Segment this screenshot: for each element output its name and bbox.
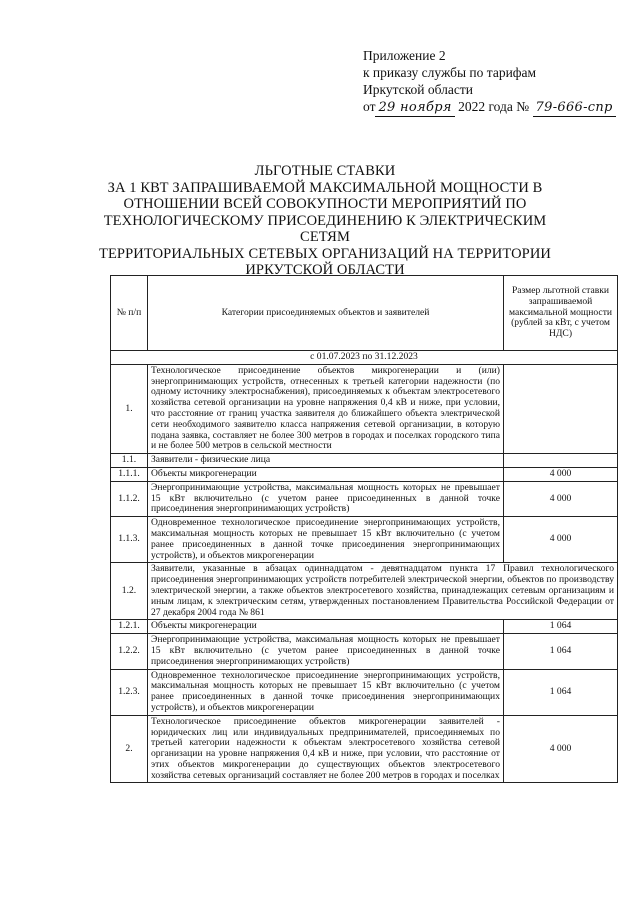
row-num: 2. bbox=[111, 715, 148, 783]
appendix-date-line bbox=[363, 98, 623, 117]
title-line-4: ТЕХНОЛОГИЧЕСКОМУ ПРИСОЕДИНЕНИЮ К ЭЛЕКТРИЧЕСКИМ СЕТЯМ bbox=[103, 212, 547, 245]
table-row bbox=[111, 364, 618, 453]
row-value: 1 064 bbox=[504, 669, 618, 715]
row-value: 1 064 bbox=[504, 634, 618, 669]
row-text: Одновременное технологическое присоединение энергопринимающих устройств, максимальная мощность которых не превышает 15 кВт включительно (с учетом ранее присоединенных в данной точке присоединения энергопринимающих устройств), и объектов микрогенерации bbox=[148, 517, 504, 563]
period-row bbox=[111, 351, 618, 365]
appendix-line-2: к приказу службы по тарифам bbox=[363, 65, 537, 80]
title-line-3: ОТНОШЕНИИ ВСЕЙ СОВОКУПНОСТИ МЕРОПРИЯТИЙ ПО bbox=[123, 196, 527, 212]
row-value bbox=[504, 364, 618, 453]
handwritten-date: 29 ноября bbox=[375, 99, 454, 117]
row-num: 1.1. bbox=[111, 454, 148, 468]
header-category: Категории присоединяемых объектов и заявителей bbox=[148, 276, 504, 351]
title-line-5: ТЕРРИТОРИАЛЬНЫХ СЕТЕВЫХ ОРГАНИЗАЦИЙ НА ТЕРРИТОРИИ bbox=[99, 245, 551, 262]
appendix-line-3: Иркутской области bbox=[363, 82, 474, 97]
row-text: Заявители, указанные в абзацах одиннадцатом - девятнадцатом пункта 17 Правил технологического присоединения энергопринимающих устройств потребителей электрической энергии, объектов по производству электрической энергии, а также объектов электросетевого хозяйства, принадлежащих сетевым организациям и иным лицам, к электрическим сетям, утвержденных постановлением Правительства Российской Федерации от 27 декабря 2004 года № 861 bbox=[148, 563, 618, 620]
row-text: Технологическое присоединение объектов микрогенерации заявителей - юридических лиц или индивидуальных предпринимателей, присоединяемых по третьей категории надежности к объектам электросетевого хозяйства сетевой организации на уровне напряжения 0,4 кВ и ниже, при условии, что расстояние от этих объектов микрогенерации до существующих объектов электросетевого хозяйства сетевых организаций составляет не более 200 метров в городах и поселках bbox=[148, 715, 504, 783]
title-line-2: ЗА 1 КВТ ЗАПРАШИВАЕМОЙ МАКСИМАЛЬНОЙ МОЩНОСТИ В bbox=[107, 179, 543, 196]
header-num: № п/п bbox=[111, 276, 148, 351]
row-value: 4 000 bbox=[504, 481, 618, 516]
row-text: Одновременное технологическое присоединение энергопринимающих устройств, максимальная мощность которых не превышает 15 кВт включительно (с учетом ранее присоединенных в данной точке присоединения энергопринимающих устройств), и объектов микрогенерации bbox=[148, 669, 504, 715]
row-value bbox=[504, 454, 618, 468]
rates-table bbox=[110, 275, 618, 783]
document-title bbox=[95, 163, 555, 279]
row-value: 4 000 bbox=[504, 467, 618, 481]
row-num: 1.2.1. bbox=[111, 620, 148, 634]
table-row bbox=[111, 620, 618, 634]
row-num: 1. bbox=[111, 364, 148, 453]
row-num: 1.2.2. bbox=[111, 634, 148, 669]
title-line-6: ИРКУТСКОЙ ОБЛАСТИ bbox=[245, 262, 405, 278]
table-header-row bbox=[111, 276, 618, 351]
table-row bbox=[111, 715, 618, 783]
row-text: Объекты микрогенерации bbox=[148, 467, 504, 481]
row-text: Заявители - физические лица bbox=[148, 454, 504, 468]
year-text: 2022 года № bbox=[458, 99, 530, 114]
table-row bbox=[111, 517, 618, 563]
header-rate: Размер льготной ставки запрашиваемой максимальной мощности (рублей за кВт, с учетом НДС) bbox=[504, 276, 618, 351]
row-num: 1.1.1. bbox=[111, 467, 148, 481]
period-cell: с 01.07.2023 по 31.12.2023 bbox=[111, 351, 618, 365]
title-line-1: ЛЬГОТНЫЕ СТАВКИ bbox=[254, 163, 396, 179]
row-num: 1.1.3. bbox=[111, 517, 148, 563]
handwritten-order-number: 79-666-спр bbox=[533, 99, 616, 117]
row-text: Энергопринимающие устройства, максимальная мощность которых не превышает 15 кВт включительно (с учетом ранее присоединенных в данной точке присоединения энергопринимающих устройств) bbox=[148, 481, 504, 516]
table-row bbox=[111, 634, 618, 669]
row-num: 1.1.2. bbox=[111, 481, 148, 516]
table-row bbox=[111, 563, 618, 620]
date-prefix: от bbox=[363, 99, 376, 114]
row-num: 1.2.3. bbox=[111, 669, 148, 715]
row-value: 4 000 bbox=[504, 715, 618, 783]
appendix-line-1: Приложение 2 bbox=[363, 48, 446, 63]
row-text: Объекты микрогенерации bbox=[148, 620, 504, 634]
table-row bbox=[111, 481, 618, 516]
row-value: 1 064 bbox=[504, 620, 618, 634]
row-text: Энергопринимающие устройства, максимальная мощность которых не превышает 15 кВт включительно (с учетом ранее присоединенных в данной точке присоединения энергопринимающих устройств) bbox=[148, 634, 504, 669]
table-row bbox=[111, 467, 618, 481]
table-row bbox=[111, 454, 618, 468]
row-value: 4 000 bbox=[504, 517, 618, 563]
table-row bbox=[111, 669, 618, 715]
appendix-block bbox=[363, 47, 623, 117]
row-text: Технологическое присоединение объектов микрогенерации и (или) энергопринимающих устройств, отнесенных к третьей категории надежности (по одному источнику электроснабжения), присоединяемых к объектам электросетевого хозяйства сетевой организации на уровне напряжения 0,4 кВ и ниже, при условии, что расстояние от границ участка заявителя до ближайшего объекта электрической сети необходимого заявителю класса напряжения сетевой организации, в которую подана заявка, составляет не более 300 метров в городах и поселках городского типа и не более 500 метров в сельской местности bbox=[148, 364, 504, 453]
row-num: 1.2. bbox=[111, 563, 148, 620]
